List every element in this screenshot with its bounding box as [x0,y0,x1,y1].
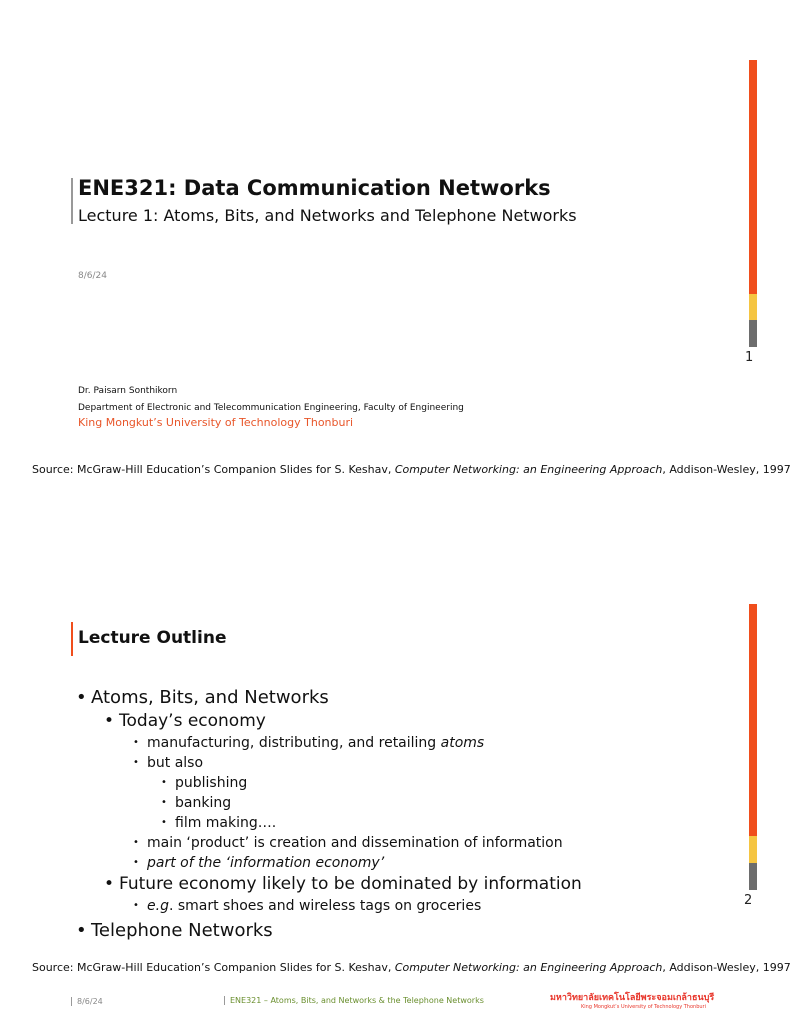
list-item: • Atoms, Bits, and Networks [76,687,329,708]
list-item: • Future economy likely to be dominated by information [104,874,582,894]
university-name: King Mongkut’s University of Technology Thonburi [78,416,354,429]
list-item: • part of the ‘information economy’ [133,855,385,871]
list-item: • publishing [161,775,248,791]
source-citation: Source: McGraw-Hill Education’s Companion Slides for S. Keshav, Computer Networking: an Engineering Approach, Addison-Wesley, 1997 [32,961,791,974]
side-bar-gray [749,320,757,347]
list-item: • film making…. [161,815,277,831]
slide-subtitle: Lecture 1: Atoms, Bits, and Networks and Telephone Networks [78,206,577,225]
list-item: • main ‘product’ is creation and dissemination of information [133,835,563,851]
side-bar-orange [749,604,757,836]
list-item: • e.g. smart shoes and wireless tags on groceries [133,898,482,914]
list-item: • Today’s economy [104,711,266,731]
logo-english-text: King Mongkut’s University of Technology Thonburi [580,1004,706,1010]
slide-title: ENE321: Data Communication Networks [78,176,551,200]
outline-list [76,686,582,943]
list-item: • manufacturing, distributing, and retailing atoms [133,735,485,751]
side-bar-yellow [749,836,757,863]
side-bar-orange [749,60,757,294]
page-number: 1 [745,350,754,365]
list-item: • but also [133,755,204,771]
department-name: Department of Electronic and Telecommunication Engineering, Faculty of Engineering [78,403,464,413]
list-item: • banking [161,795,232,811]
title-divider [71,622,73,656]
page-number: 2 [744,893,753,908]
list-item: • Telephone Networks [76,920,273,941]
logo-thai-text: มหาวิทยาลัยเทคโนโลยีพระจอมเกล้าธนบุรี [550,993,715,1003]
side-bar-gray [749,863,757,890]
footer-date: 8/6/24 [71,997,103,1006]
university-logo [550,990,715,1010]
slide-date: 8/6/24 [78,271,107,281]
source-citation: Source: McGraw-Hill Education’s Companion Slides for S. Keshav, Computer Networking: an Engineering Approach, Addison-Wesley, 1997 [32,463,791,476]
title-divider [71,178,73,224]
author-name: Dr. Paisarn Sonthikorn [78,386,178,396]
slide-title: Lecture Outline [78,628,227,648]
footer-course-title: ENE321 – Atoms, Bits, and Networks & the Telephone Networks [224,996,484,1005]
side-bar-yellow [749,294,757,320]
